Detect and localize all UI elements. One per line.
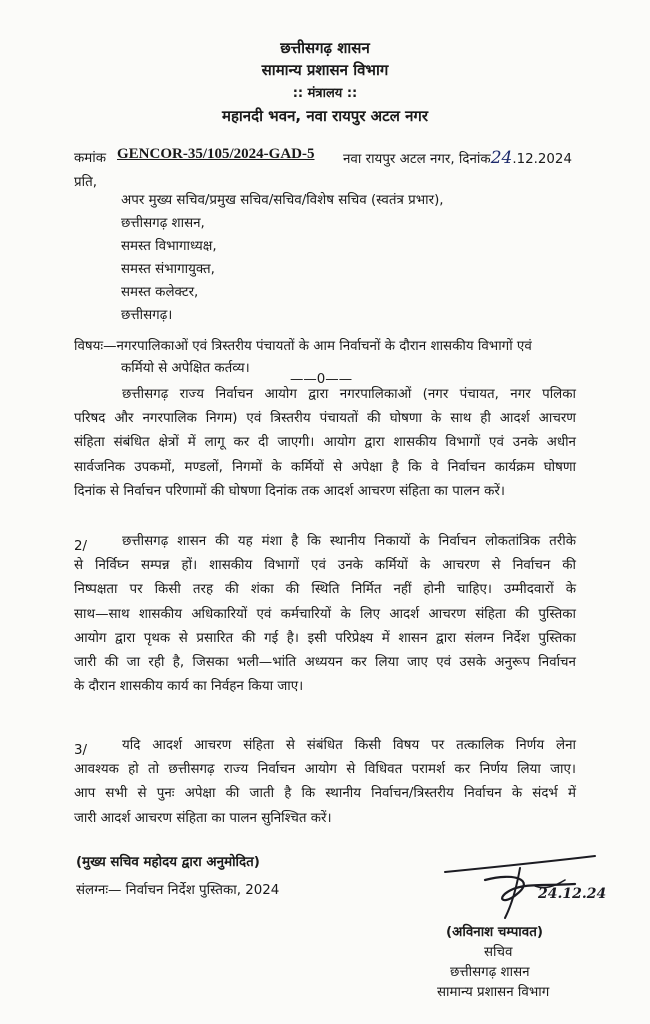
signatory-department: सामान्य प्रशासन विभाग	[437, 985, 550, 1000]
subject-line-1: विषयः—नगरपालिकाओं एवं त्रिस्तरीय पंचायतों के आम निर्वाचनों के दौरान शासकीय विभागों एवं	[74, 339, 532, 354]
signatory-org: छत्तीसगढ़ शासन	[450, 965, 530, 980]
recipient-line: अपर मुख्य सचिव/प्रमुख सचिव/सचिव/विशेष सचिव (स्वतंत्र प्रभार),	[121, 193, 444, 208]
paragraph-1-line: सार्वजनिक उपकमों, मण्डलों, निगमों के कर्मियों से अपेक्षा है कि वे निर्वाचन कार्यक्रम घोषणा	[74, 459, 576, 475]
header-govt: छत्तीसगढ़ शासन	[280, 39, 370, 57]
subject-line-2: कर्मियो से अपेक्षित कर्तव्य।	[121, 361, 250, 376]
paragraph-1	[74, 383, 576, 504]
paragraph-2	[74, 530, 576, 699]
to-label: प्रति,	[74, 175, 97, 190]
header-mantralaya: :: मंत्रालय ::	[292, 86, 358, 101]
ref-date-line	[343, 148, 572, 168]
ref-date-suffix: .12.2024	[512, 152, 572, 167]
ref-place-date-prefix: नवा रायपुर अटल नगर, दिनांक	[343, 152, 491, 167]
ref-number: GENCOR-35/105/2024-GAD-5	[117, 146, 315, 162]
recipient-line: छत्तीसगढ़ शासन,	[121, 216, 205, 231]
paragraph-1-line: दिनांक से निर्वाचन परिणामों की घोषणा दिनांक तक आदर्श आचरण संहिता का पालन करें।	[74, 483, 505, 499]
header-address: महानदी भवन, नवा रायपुर अटल नगर	[221, 107, 429, 125]
paragraph-3-line: आप सभी से पुनः अपेक्षा की जाती है कि स्थानीय निर्वाचन/त्रिस्तरीय निर्वाचन के संदर्भ में	[74, 786, 576, 802]
recipient-line: छत्तीसगढ़।	[121, 308, 173, 323]
separator: ——0——	[290, 372, 353, 387]
paragraph-3-line: आवश्यक हो तो छत्तीसगढ़ राज्य निर्वाचन आयोग से विधिवत परामर्श कर निर्णय लिया जाए।	[74, 762, 576, 778]
ref-label: कमांक	[74, 151, 107, 166]
paragraph-2-number: 2/	[74, 539, 88, 554]
enclosure-note: संलग्नः— निर्वाचन निर्देश पुस्तिका, 2024	[76, 883, 280, 898]
paragraph-2-line: छत्तीसगढ़ शासन की यह मंशा है कि स्थानीय निकायों के निर्वाचन लोकतांत्रिक तरीके	[122, 534, 576, 549]
paragraph-3-line: यदि आदर्श आचरण संहिता से संबंधित किसी विषय पर तत्कालिक निर्णय लेना	[122, 738, 576, 753]
paragraph-2-line: साथ—साथ शासकीय अधिकारियों एवं कर्मचारियों के लिए आदर्श आचरण संहिता की पुस्तिका	[74, 606, 576, 622]
paragraph-2-line: से निर्विघ्न सम्पन्न हों। शासकीय विभागों एवं उनके कर्मियों के आचरण से निर्वाचन की	[74, 558, 576, 574]
paragraph-1-line: परिषद और नगरपालिक निगम) एवं त्रिस्तरीय पंचायतों की घोषणा के साथ ही आदर्श आचरण	[74, 411, 576, 427]
recipient-line: समस्त कलेक्टर,	[121, 285, 199, 300]
paragraph-2-line: जारी की जा रही है, जिसका भली—भांति अध्ययन कर लिया जाए एवं उसके अनुरूप निर्वाचन	[74, 655, 576, 671]
approval-note: (मुख्य सचिव महोदय द्वारा अनुमोदित)	[76, 855, 260, 870]
signature-scribble	[425, 850, 640, 930]
recipient-line: समस्त विभागाध्यक्ष,	[121, 239, 217, 254]
paragraph-2-line: निष्पक्षता पर किसी तरह की शंका की स्थिति निर्मित नहीं होनी चाहिए। उम्मीदवारों के	[74, 582, 576, 598]
recipient-line: समस्त संभागायुक्त,	[121, 262, 215, 277]
paragraph-3-line: जारी आदर्श आचरण संहिता का पालन सुनिश्चित करें।	[74, 810, 332, 826]
paragraph-2-line: आयोग द्वारा पृथक से प्रसारित की गई है। इसी परिप्रेक्ष्य में शासन द्वारा संलग्न निर्देश पुस्तिका	[74, 630, 576, 646]
signature-date: 24.12.24	[538, 886, 607, 902]
signatory-name: (अविनाश चम्पावत)	[446, 925, 543, 940]
paragraph-1-line: छत्तीसगढ़ राज्य निर्वाचन आयोग द्वारा नगरपालिकाओं (नगर पंचायत, नगर पलिका	[122, 387, 576, 402]
paragraph-1-line: संहिता संबंधित क्षेत्रों में लागू कर दी जाएगी। आयोग द्वारा शासकीय विभागों एवं उनके अधीन	[74, 435, 576, 451]
signatory-designation: सचिव	[484, 945, 513, 960]
paragraph-3	[74, 734, 576, 831]
paragraph-3-number: 3/	[74, 743, 88, 758]
ref-handwritten-date: 24	[490, 148, 513, 168]
paragraph-2-line: के दौरान शासकीय कार्य का निर्वहन किया जाए।	[74, 679, 304, 695]
header-department: सामान्य प्रशासन विभाग	[261, 61, 389, 79]
